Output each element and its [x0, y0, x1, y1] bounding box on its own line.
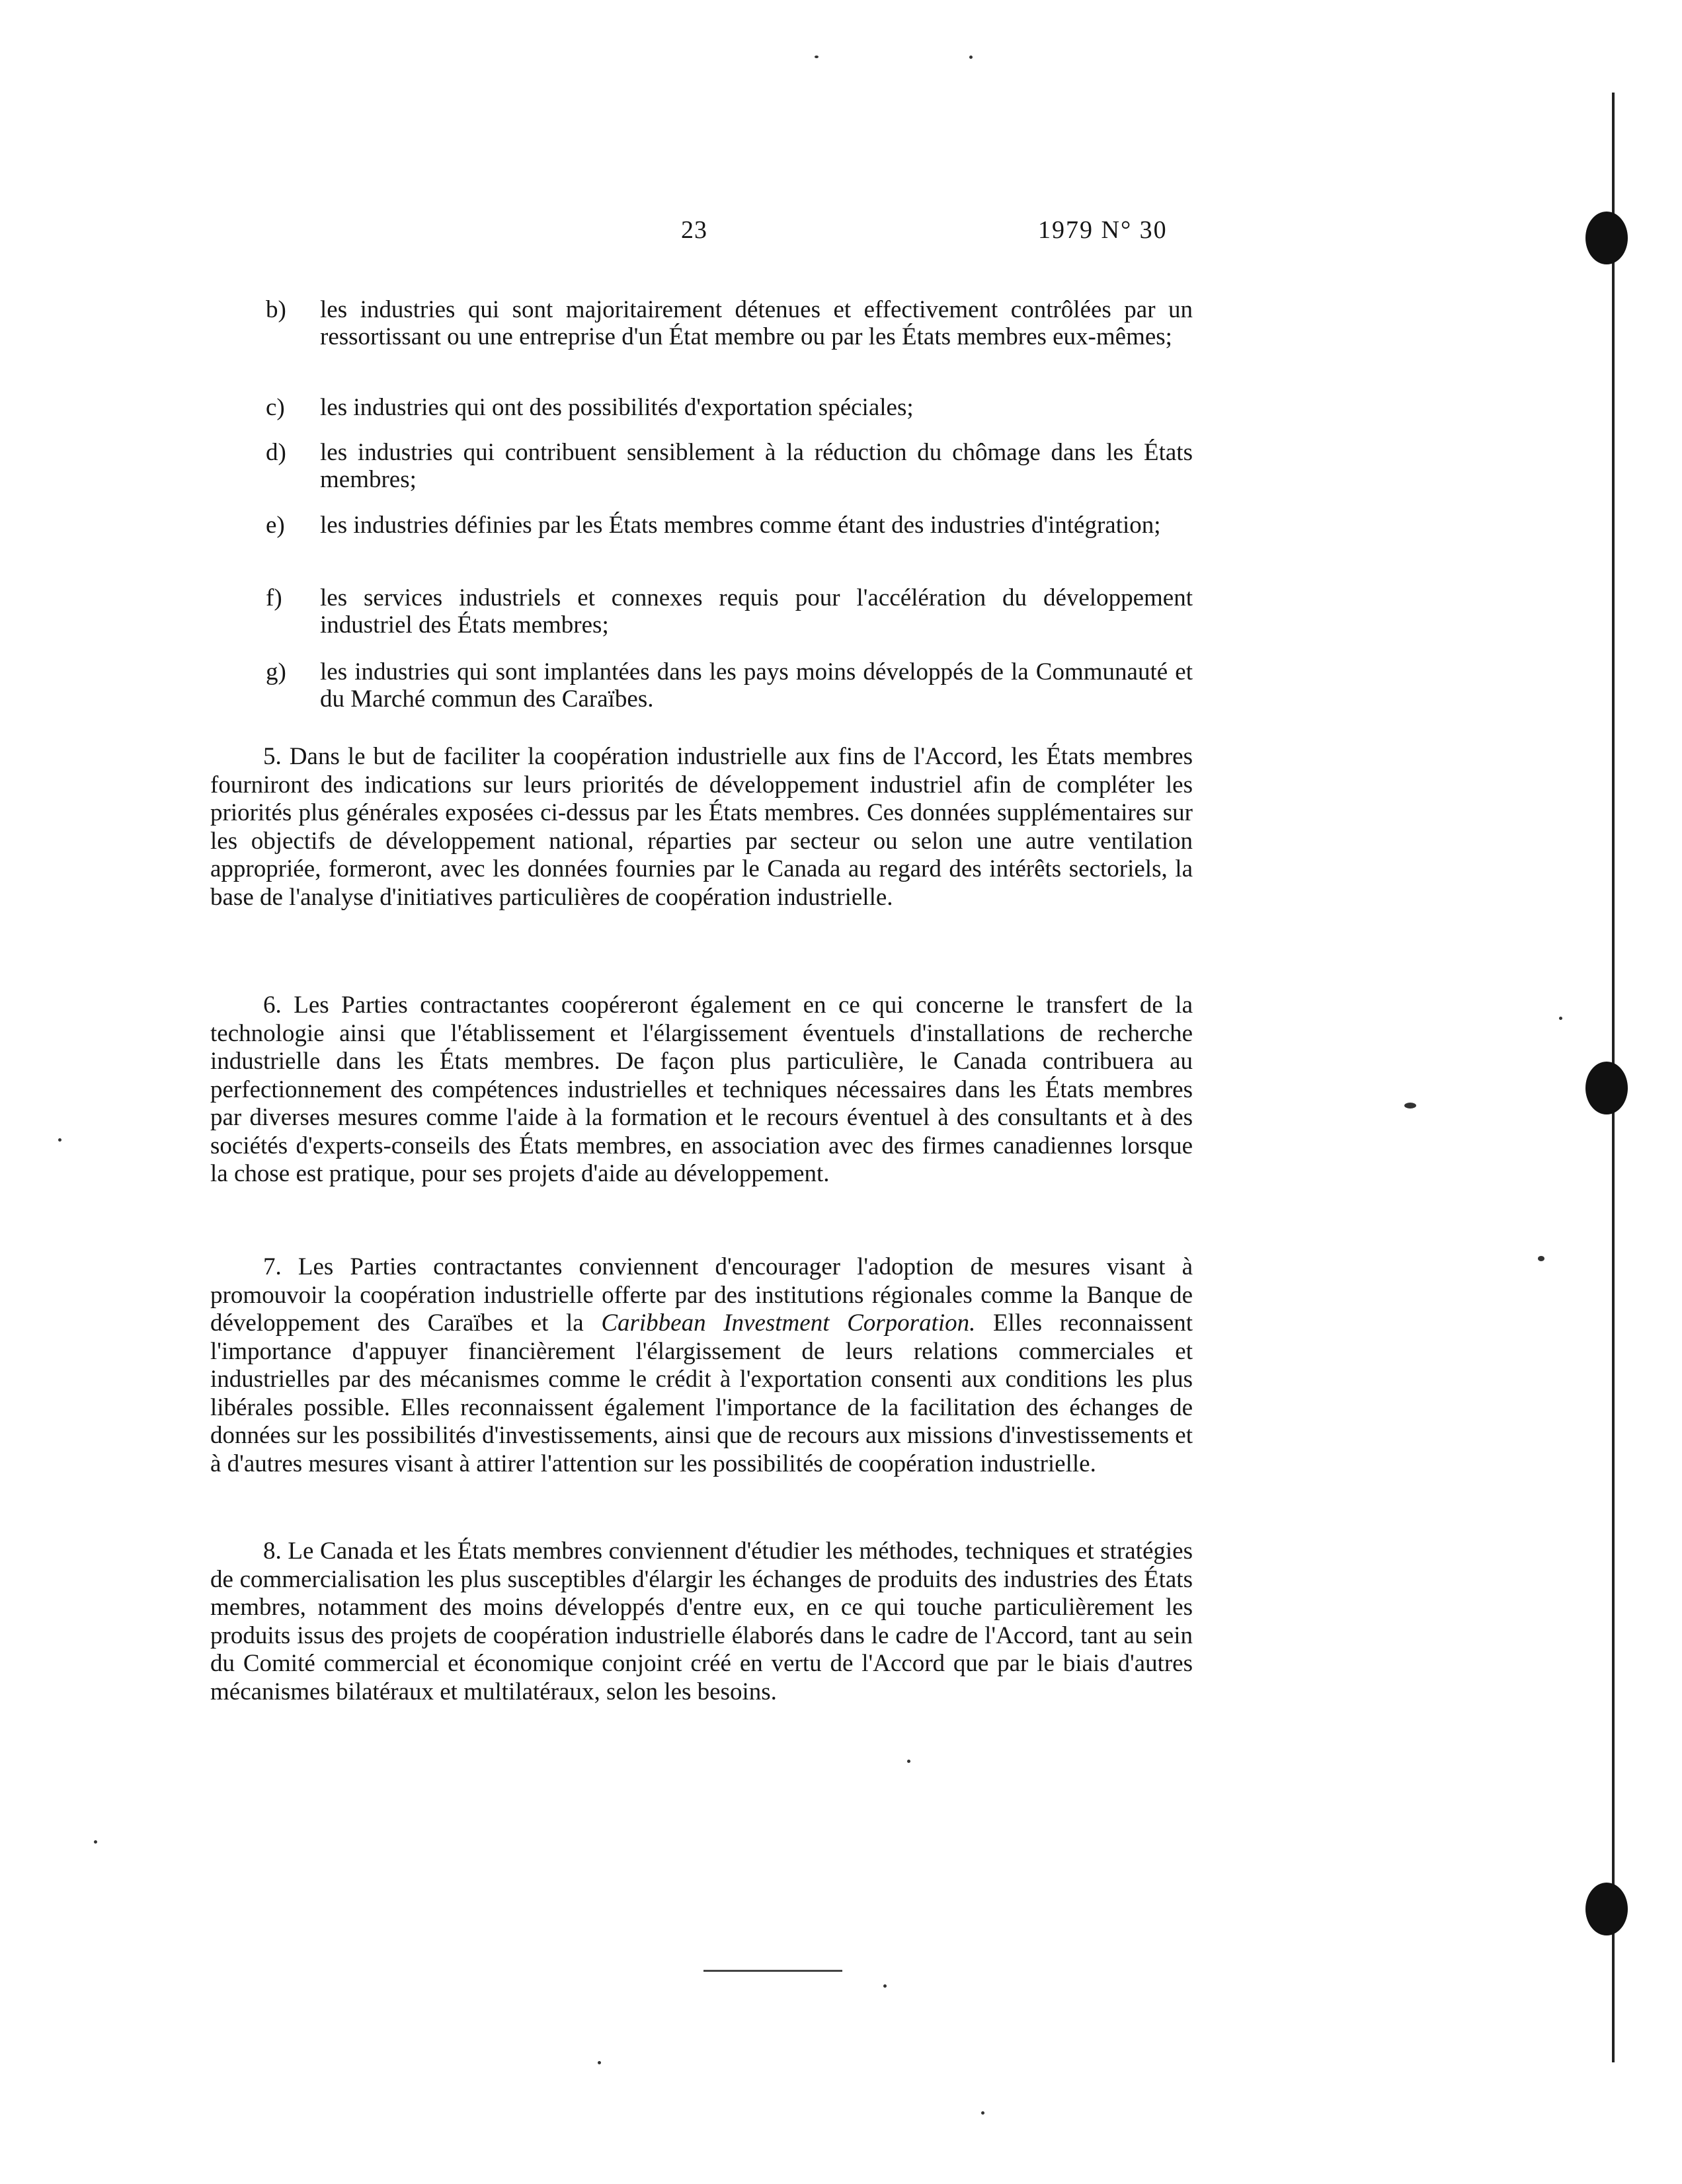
paragraph-7: [210, 1253, 1193, 1478]
paragraph-7-text-b: Elles reconnaissent l'importance d'appuyer financièrement l'élargissement de leurs relations commerciales et industrielles par des mécanismes comme le crédit à l'exportation consenti aux conditions les plus libérales possible. Elles reconnaissent également l'importance de la facilitation des échanges de données sur les possibilités d'investissements, ainsi que de recours aux missions d'investissements et à d'autres mesures visant à attirer l'attention sur les possibilités de coopération industrielle.: [210, 1309, 1193, 1477]
scan-speck: [1404, 1103, 1416, 1109]
scan-speck: [815, 56, 819, 58]
punch-hole-icon: [1585, 212, 1628, 264]
scan-speck: [1538, 1256, 1544, 1261]
scan-speck: [969, 56, 973, 59]
scan-speck: [907, 1760, 910, 1763]
punch-hole-icon: [1585, 1062, 1628, 1114]
list-letter: c): [266, 394, 285, 421]
scan-speck: [58, 1138, 61, 1142]
list-text: les industries définies par les États membres comme étant des industries d'intégration;: [320, 512, 1161, 539]
paragraph-8: 8. Le Canada et les États membres conviennent d'étudier les méthodes, techniques et stratégies de commercialisation les plus susceptibles d'élargir les échanges de produits des industries des États membres, notamment des moins développés d'entre eux, en ce qui touche particulièrement les produits issus des projets de coopération industrielle élaborés dans le cadre de l'Accord, tant au sein du Comité commercial et économique conjoint créé en vertu de l'Accord que par le biais d'autres mécanismes bilatéraux et multilatéraux, selon les besoins.: [210, 1538, 1193, 1705]
list-letter: f): [266, 584, 282, 611]
list-letter: d): [266, 439, 286, 466]
list-letter: e): [266, 512, 285, 539]
paragraph-7-text-a: 7. Les Parties contractantes conviennent d'encourager l'adoption de mesures visant à promouvoir la coopération industrielle offerte par des institutions régionales comme la Banque de développement des Caraïbes et la: [210, 1253, 1193, 1337]
paragraph-7-italic: Caribbean Investment Corporation.: [601, 1309, 976, 1337]
scan-speck: [981, 2111, 984, 2115]
list-letter: g): [266, 658, 286, 685]
header-reference: 1979 N° 30: [1038, 216, 1168, 244]
scan-speck: [94, 1840, 97, 1844]
list-letter: b): [266, 296, 286, 323]
scan-dash-mark: [703, 1970, 842, 1972]
list-text: les industries qui ont des possibilités d'exportation spéciales;: [320, 394, 914, 421]
list-text: les industries qui sont majoritairement détenues et effectivement contrôlées par un ressortissant ou une entreprise d'un État membre ou par les États membres eux-mêmes;: [320, 296, 1193, 350]
list-text: les industries qui contribuent sensiblement à la réduction du chômage dans les États membres;: [320, 439, 1193, 493]
page-number: 23: [681, 216, 707, 244]
list-text: les services industriels et connexes requis pour l'accélération du développement industriel des États membres;: [320, 584, 1193, 639]
scan-speck: [1559, 1017, 1562, 1020]
scan-speck: [883, 1984, 887, 1988]
list-text: les industries qui sont implantées dans les pays moins développés de la Communauté et du Marché commun des Caraïbes.: [320, 658, 1193, 713]
scan-speck: [598, 2061, 601, 2064]
punch-hole-icon: [1585, 1883, 1628, 1935]
paragraph-6: 6. Les Parties contractantes coopéreront également en ce qui concerne le transfert de la technologie ainsi que l'établissement et l'élargissement éventuels d'installations de recherche industrielle dans les États membres. De façon plus particulière, le Canada contribuera au perfectionnement des compétences industrielles et techniques nécessaires dans les États membres par diverses mesures comme l'aide à la formation et le recours éventuel à des consultants et à des sociétés d'experts-conseils des États membres, en association avec des firmes canadiennes lorsque la chose est pratique, pour ses projets d'aide au développement.: [210, 992, 1193, 1187]
paragraph-5: 5. Dans le but de faciliter la coopération industrielle aux fins de l'Accord, les États membres fourniront des indications sur leurs priorités de développement industriel afin de compléter les priorités plus générales exposées ci-dessus par les États membres. Ces données supplémentaires sur les objectifs de développement national, réparties par secteur ou selon une autre ventilation appropriée, formeront, avec les données fournies par le Canada au regard des intérêts sectoriels, la base de l'analyse d'initiatives particulières de coopération industrielle.: [210, 743, 1193, 911]
